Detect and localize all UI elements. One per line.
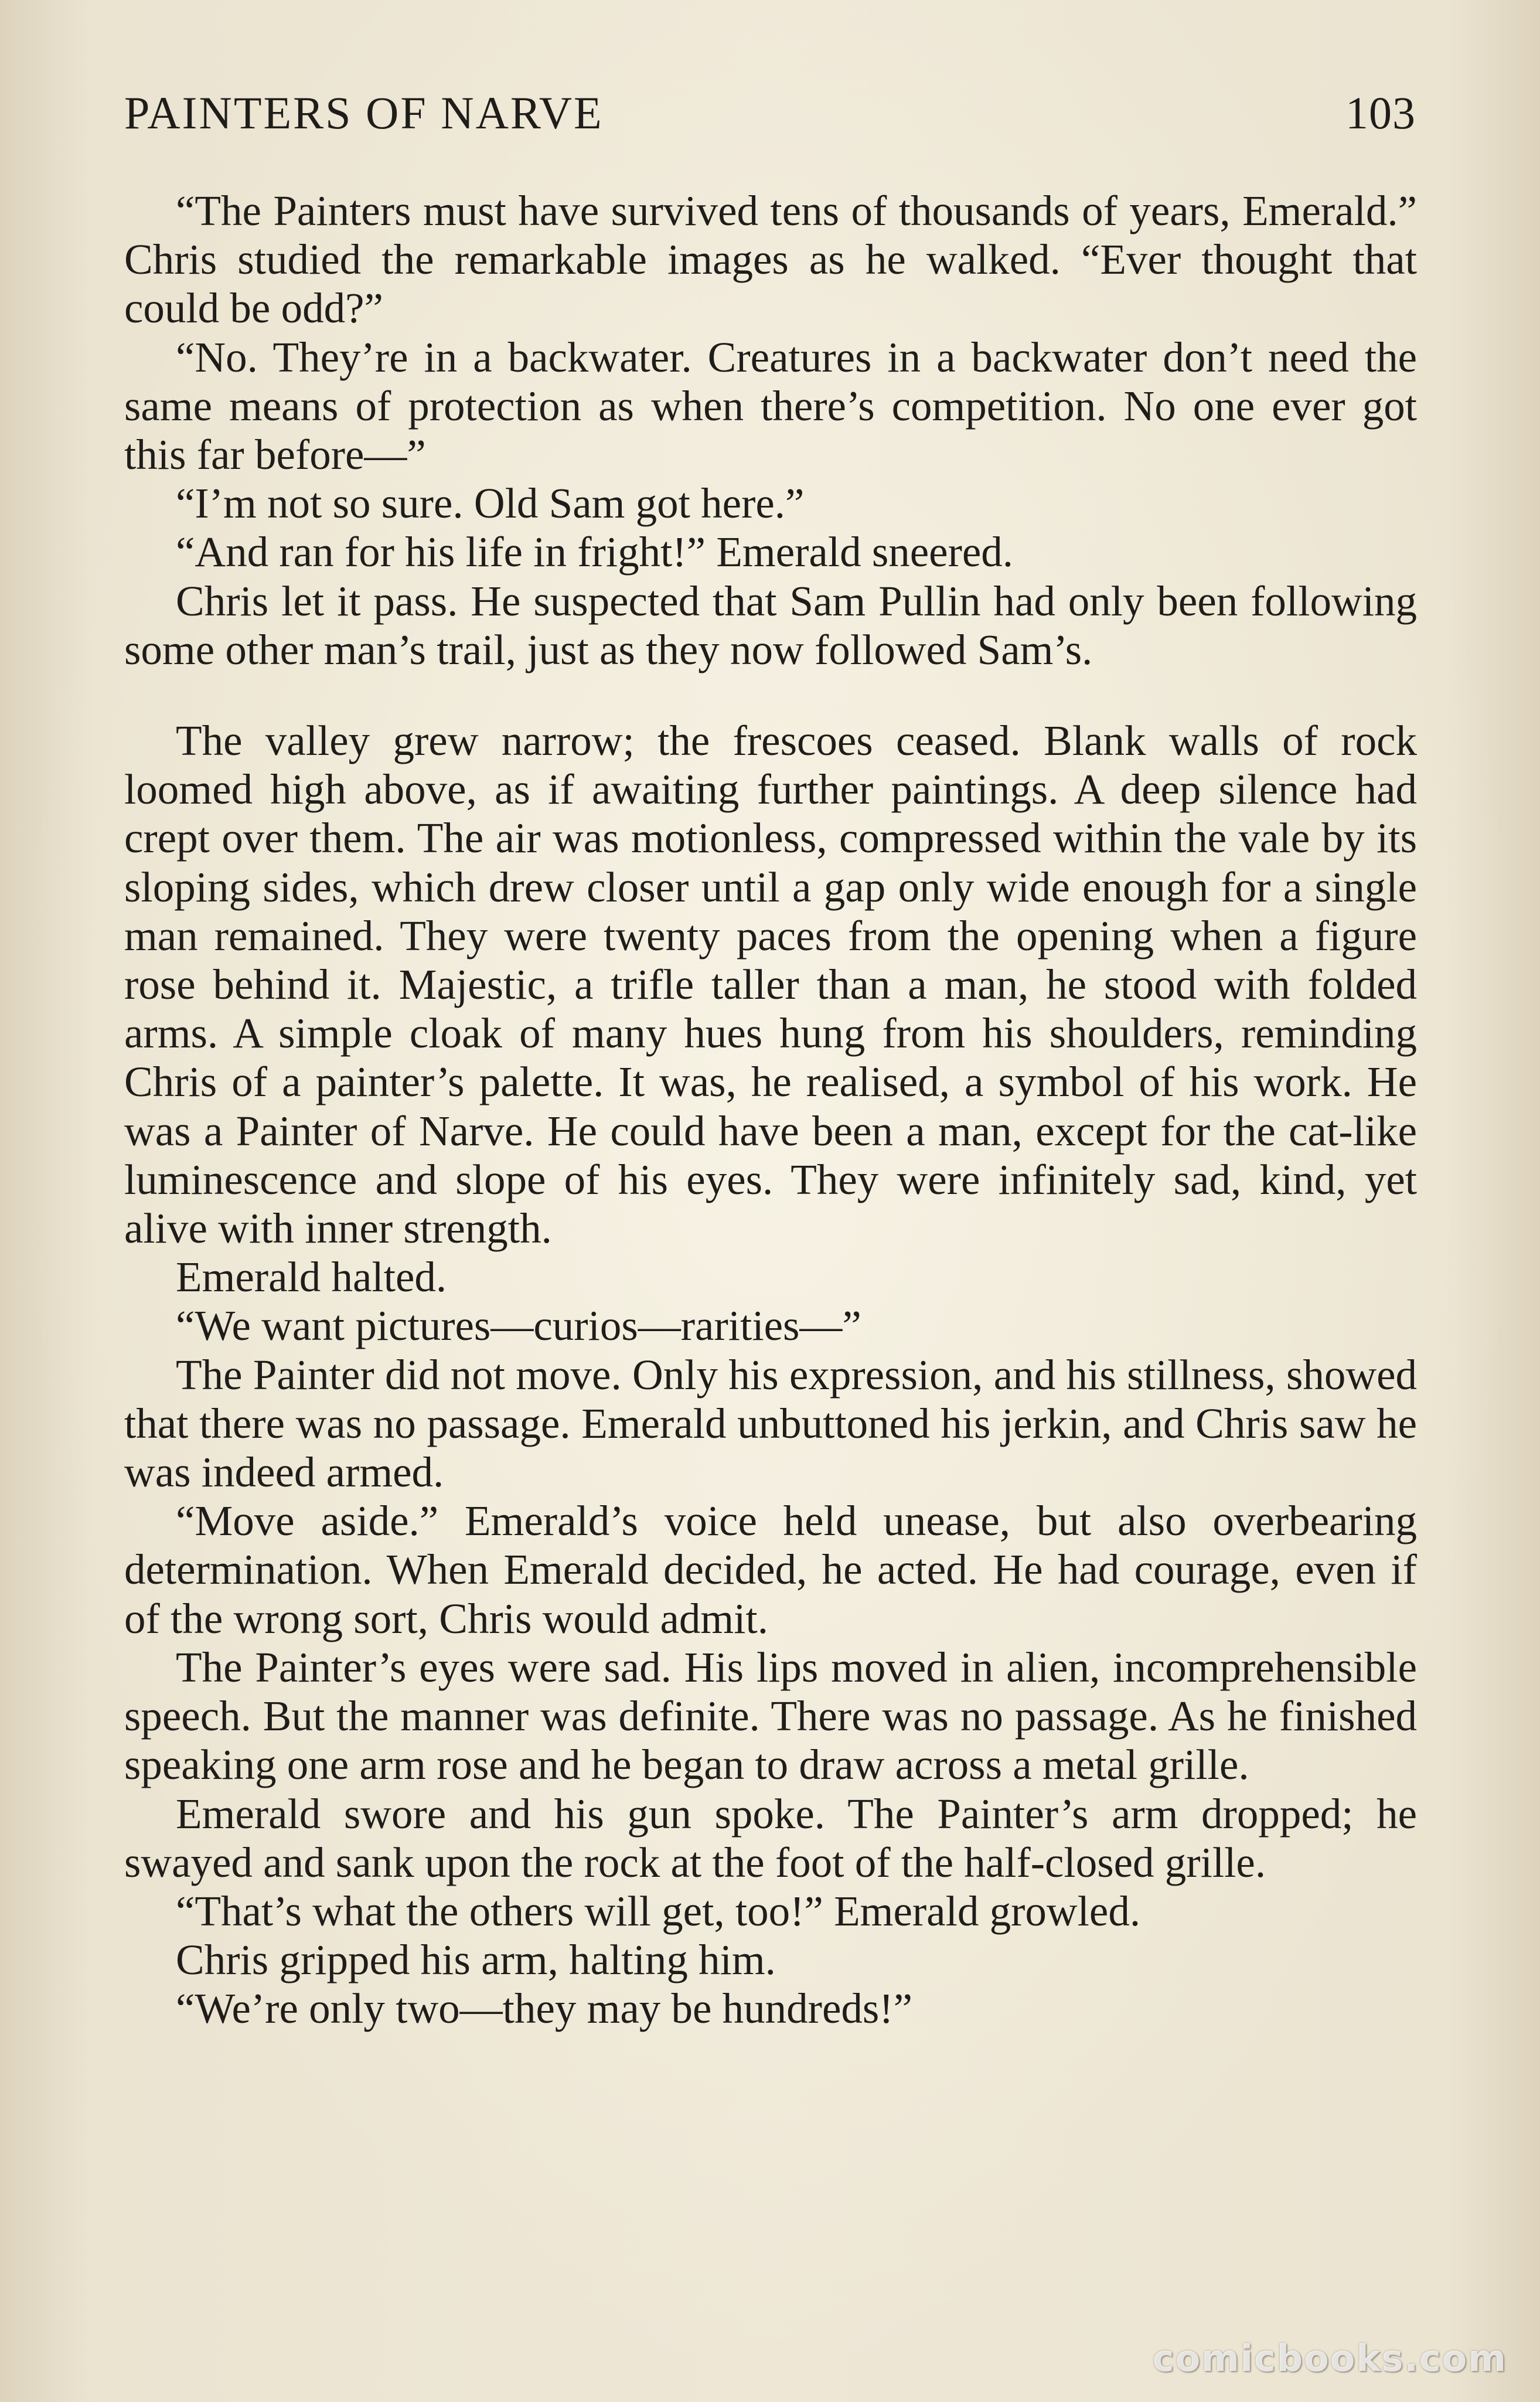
body-text bbox=[124, 186, 1417, 2033]
paragraph: Emerald halted. bbox=[176, 1253, 447, 1301]
paragraph: The Painter’s eyes were sad. His lips moved in alien, incomprehensible speech. But the manner was definite. There was no passage. As he finished speaking one arm rose and he began to draw across a metal grille. bbox=[124, 1643, 1417, 1789]
paragraph: “We want pictures—curios—rarities—” bbox=[176, 1302, 861, 1350]
paragraph: The valley grew narrow; the frescoes ceased. Blank walls of rock loomed high above, as if awaiting further paintings. A deep silence had crept over them. The air was motionless, compressed within the vale by its sloping sides, which drew closer until a gap only wide enough for a single man remained. They were twenty paces from the opening when a figure rose behind it. Majestic, a trifle taller than a man, he stood with folded arms. A simple cloak of many hues hung from his shoulders, reminding Chris of a painter’s palette. It was, he realised, a symbol of his work. He was a Painter of Narve. He could have been a man, except for the cat-like luminescence and slope of his eyes. They were infinitely sad, kind, yet alive with inner strength. bbox=[124, 717, 1417, 1253]
paragraph: Emerald swore and his gun spoke. The Painter’s arm dropped; he swayed and sank upon the rock at the foot of the half-closed grille. bbox=[124, 1789, 1417, 1886]
paragraph: “We’re only two—they may be hundreds!” bbox=[176, 1985, 913, 2033]
paragraph: “No. They’re in a backwater. Creatures in a backwater don’t need the same means of protection as when there’s competition. No one ever got this far before—” bbox=[124, 333, 1417, 479]
running-head bbox=[124, 87, 1416, 145]
paragraph: Chris gripped his arm, halting him. bbox=[176, 1936, 776, 1984]
paragraph: “That’s what the others will get, too!” Emerald growled. bbox=[176, 1887, 1141, 1935]
paragraph: Chris let it pass. He suspected that Sam Pullin had only been following some other man’s trail, just as they now followed Sam’s. bbox=[124, 577, 1417, 673]
paragraph: “And ran for his life in fright!” Emerald sneered. bbox=[176, 528, 1014, 576]
paragraph: The Painter did not move. Only his expression, and his stillness, showed that there was no passage. Emerald unbuttoned his jerkin, and Chris saw he was indeed armed. bbox=[124, 1350, 1417, 1496]
running-title: PAINTERS OF NARVE bbox=[124, 87, 604, 138]
paragraph: “I’m not so sure. Old Sam got here.” bbox=[176, 479, 805, 528]
paragraph: “Move aside.” Emerald’s voice held unease, but also overbearing determination. When Emerald decided, he acted. He had courage, even if of the wrong sort, Chris would admit. bbox=[124, 1497, 1417, 1642]
paragraph: “The Painters must have survived tens of thousands of years, Emerald.” Chris studied the remarkable images as he walked. “Ever thought that could be odd?” bbox=[124, 187, 1417, 332]
page-number: 103 bbox=[1345, 87, 1416, 138]
section-break bbox=[124, 674, 1417, 716]
watermark: comicbooks.com bbox=[1152, 2337, 1507, 2380]
